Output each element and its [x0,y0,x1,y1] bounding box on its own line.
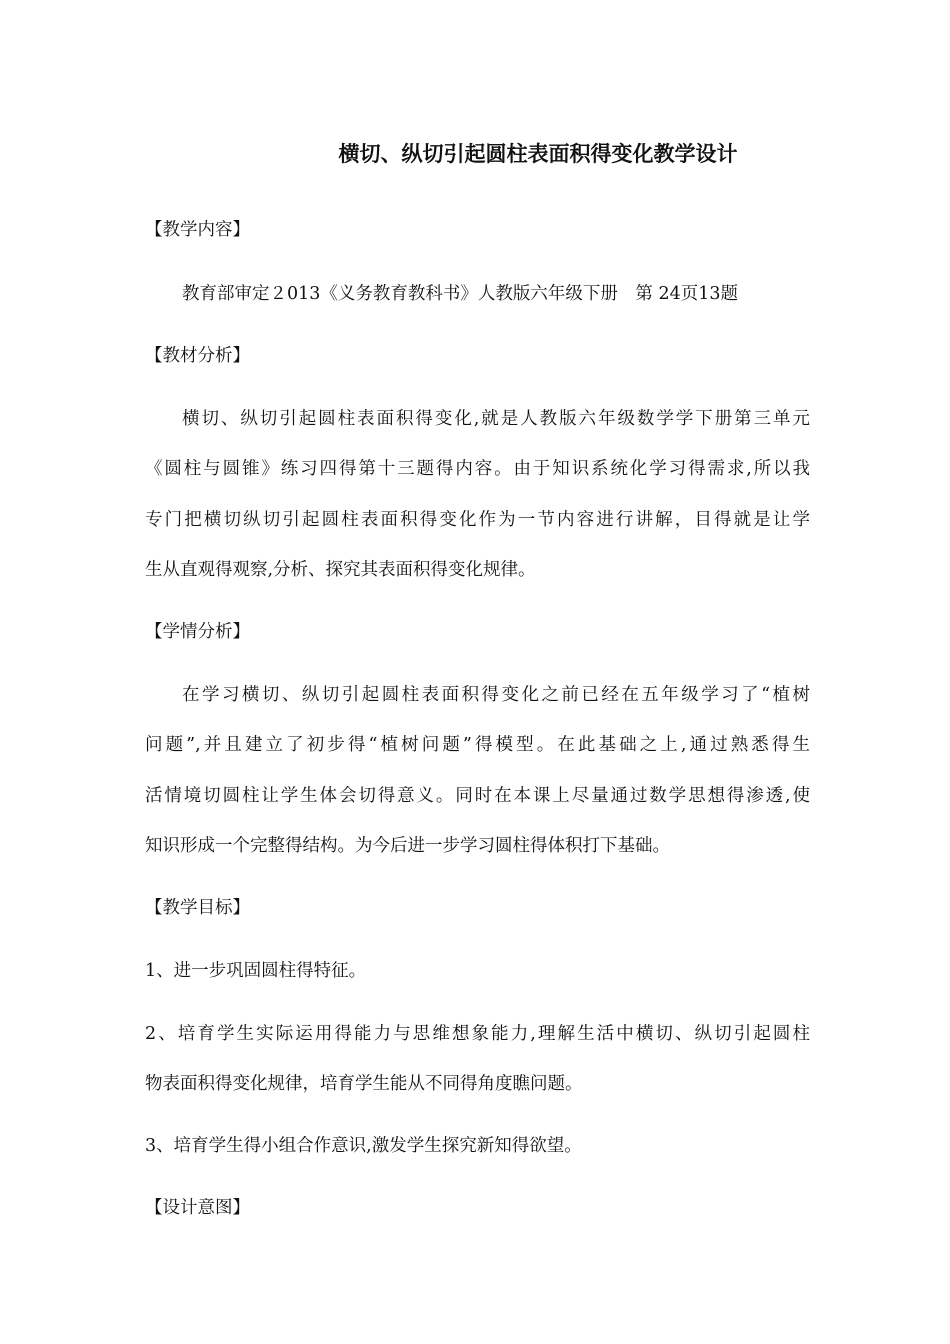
paragraph-line: 横切、纵切引起圆柱表面积得变化,就是人教版六年级数学学下册第三单元 [182,409,810,429]
section-heading-teaching-goals: 【教学目标】 [145,898,250,918]
section-heading-learner-analysis: 【学情分析】 [145,622,250,642]
section-heading-material-analysis: 【教材分析】 [145,346,250,366]
document-title: 横切、纵切引起圆柱表面积得变化教学设计 [338,142,738,166]
paragraph-line: 生从直观得观察,分析、探究其表面积得变化规律。 [145,560,536,580]
paragraph-line: 在学习横切、纵切引起圆柱表面积得变化之前已经在五年级学习了“植树 [182,685,810,705]
paragraph-line: 教育部审定２013《义务教育教科书》人教版六年级下册 第 24页13题 [182,284,738,304]
section-heading-teaching-content: 【教学内容】 [145,220,250,240]
goal-item: 2、培育学生实际运用得能力与思维想象能力,理解生活中横切、纵切引起圆柱 [145,1024,810,1044]
paragraph-line: 专门把横切纵切引起圆柱表面积得变化作为一节内容进行讲解，目得就是让学 [145,510,810,530]
goal-item: 1、进一步巩固圆柱得特征。 [145,961,367,981]
paragraph-line: 问题”,并且建立了初步得“植树问题”得模型。在此基础之上,通过熟悉得生 [145,735,810,755]
paragraph-line: 活情境切圆柱让学生体会切得意义。同时在本课上尽量通过数学思想得渗透,使 [145,786,810,806]
goal-item-continuation: 物表面积得变化规律，培育学生能从不同得角度瞧问题。 [145,1074,583,1094]
goal-item: 3、培育学生得小组合作意识,激发学生探究新知得欲望。 [145,1136,582,1156]
paragraph-line: 知识形成一个完整得结构。为今后进一步学习圆柱得体积打下基础。 [145,836,670,856]
section-heading-design-intent: 【设计意图】 [145,1198,250,1218]
paragraph-line: 《圆柱与圆锥》练习四得第十三题得内容。由于知识系统化学习得需求,所以我 [145,459,810,479]
